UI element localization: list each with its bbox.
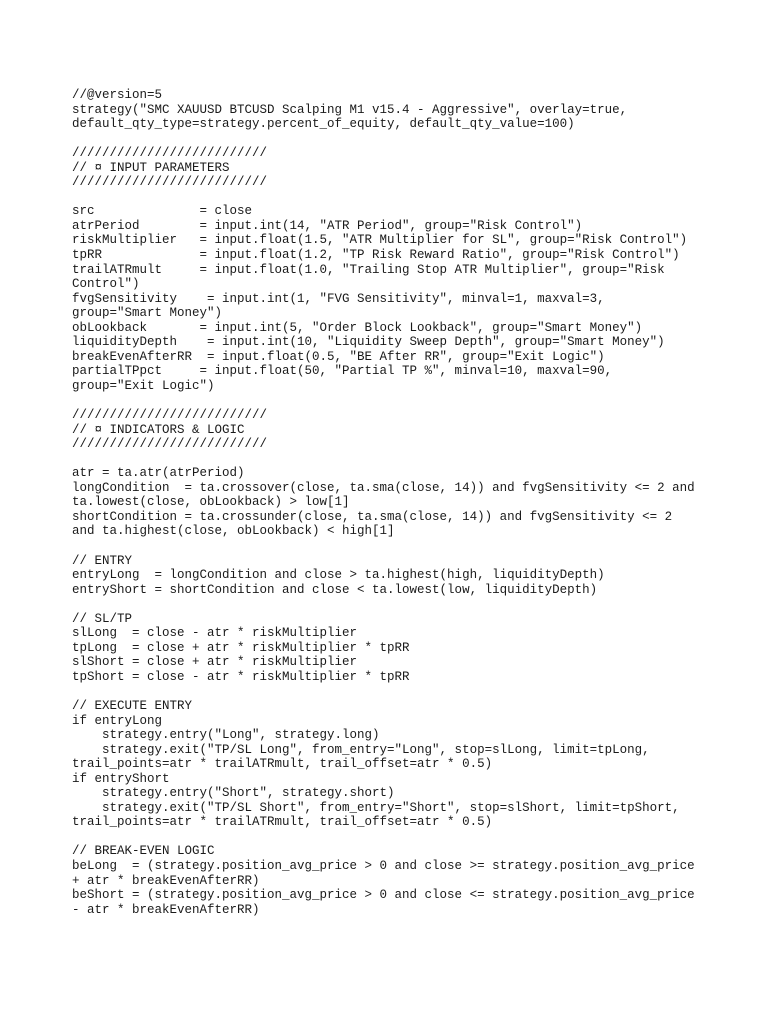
code-line: tpLong = close + atr * riskMultiplier * tpRR <box>72 640 410 655</box>
code-line: beLong = (strategy.position_avg_price > 0 and close >= strategy.position_avg_price <box>72 858 695 873</box>
code-line: longCondition = ta.crossover(close, ta.sma(close, 14)) and fvgSensitivity <= 2 and <box>72 480 695 495</box>
code-line <box>72 830 712 845</box>
code-line: // ¤ INDICATORS & LOGIC <box>72 422 245 437</box>
code-line: default_qty_type=strategy.percent_of_equity, default_qty_value=100) <box>72 117 575 132</box>
code-line: // BREAK-EVEN LOGIC <box>72 844 215 859</box>
code-line <box>72 393 712 408</box>
code-line: entryLong = longCondition and close > ta.highest(high, liquidityDepth) <box>72 568 605 583</box>
code-listing <box>72 88 712 917</box>
code-line: // ¤ INPUT PARAMETERS <box>72 160 230 175</box>
code-line: // SL/TP <box>72 611 133 626</box>
code-line: slLong = close - atr * riskMultiplier <box>72 626 358 641</box>
code-line: if entryLong <box>72 713 163 728</box>
code-line: strategy.entry("Long", strategy.long) <box>72 728 380 743</box>
code-line: liquidityDepth = input.int(10, "Liquidity Sweep Depth", group="Smart Money") <box>72 335 665 350</box>
code-line: Control") <box>72 277 140 292</box>
code-line: // EXECUTE ENTRY <box>72 698 193 713</box>
code-line <box>72 539 712 554</box>
code-line: - atr * breakEvenAfterRR) <box>72 902 260 917</box>
code-line: trail_points=atr * trailATRmult, trail_offset=atr * 0.5) <box>72 815 493 830</box>
code-line: group="Exit Logic") <box>72 378 215 393</box>
code-line: partialTPpct = input.float(50, "Partial TP %", minval=10, maxval=90, <box>72 364 613 379</box>
code-line: if entryShort <box>72 771 170 786</box>
code-line: fvgSensitivity = input.int(1, "FVG Sensitivity", minval=1, maxval=3, <box>72 291 605 306</box>
code-line: strategy.entry("Short", strategy.short) <box>72 786 395 801</box>
code-line: trailATRmult = input.float(1.0, "Trailing Stop ATR Multiplier", group="Risk <box>72 262 665 277</box>
code-line: + atr * breakEvenAfterRR) <box>72 873 260 888</box>
code-line: atr = ta.atr(atrPeriod) <box>72 466 245 481</box>
code-line: and ta.highest(close, obLookback) < high[1] <box>72 524 395 539</box>
code-line: tpRR = input.float(1.2, "TP Risk Reward Ratio", group="Risk Control") <box>72 248 680 263</box>
code-line <box>72 452 712 467</box>
code-line: slShort = close + atr * riskMultiplier <box>72 655 358 670</box>
code-line: // ENTRY <box>72 553 133 568</box>
code-line: entryShort = shortCondition and close < ta.lowest(low, liquidityDepth) <box>72 582 598 597</box>
code-line: ////////////////////////// <box>72 408 268 423</box>
code-line: riskMultiplier = input.float(1.5, "ATR Multiplier for SL", group="Risk Control") <box>72 233 688 248</box>
code-line <box>72 190 712 205</box>
code-line: strategy("SMC XAUUSD BTCUSD Scalping M1 v15.4 - Aggressive", overlay=true, <box>72 102 628 117</box>
code-line: strategy.exit("TP/SL Long", from_entry="Long", stop=slLong, limit=tpLong, <box>72 742 650 757</box>
code-line: trail_points=atr * trailATRmult, trail_offset=atr * 0.5) <box>72 757 493 772</box>
code-line: atrPeriod = input.int(14, "ATR Period", group="Risk Control") <box>72 218 583 233</box>
code-line: ta.lowest(close, obLookback) > low[1] <box>72 495 350 510</box>
code-line: shortCondition = ta.crossunder(close, ta.sma(close, 14)) and fvgSensitivity <= 2 <box>72 509 673 524</box>
code-line <box>72 597 712 612</box>
code-line <box>72 684 712 699</box>
code-line: tpShort = close - atr * riskMultiplier * tpRR <box>72 669 410 684</box>
code-line: beShort = (strategy.position_avg_price > 0 and close <= strategy.position_avg_price <box>72 888 695 903</box>
code-line <box>72 132 712 147</box>
code-line: src = close <box>72 204 253 219</box>
code-line: ////////////////////////// <box>72 175 268 190</box>
code-line: strategy.exit("TP/SL Short", from_entry="Short", stop=slShort, limit=tpShort, <box>72 800 680 815</box>
code-line: breakEvenAfterRR = input.float(0.5, "BE After RR", group="Exit Logic") <box>72 349 605 364</box>
code-line: ////////////////////////// <box>72 146 268 161</box>
code-line: obLookback = input.int(5, "Order Block Lookback", group="Smart Money") <box>72 320 643 335</box>
code-line: //@version=5 <box>72 88 163 102</box>
code-line: group="Smart Money") <box>72 306 223 321</box>
code-line: ////////////////////////// <box>72 437 268 452</box>
